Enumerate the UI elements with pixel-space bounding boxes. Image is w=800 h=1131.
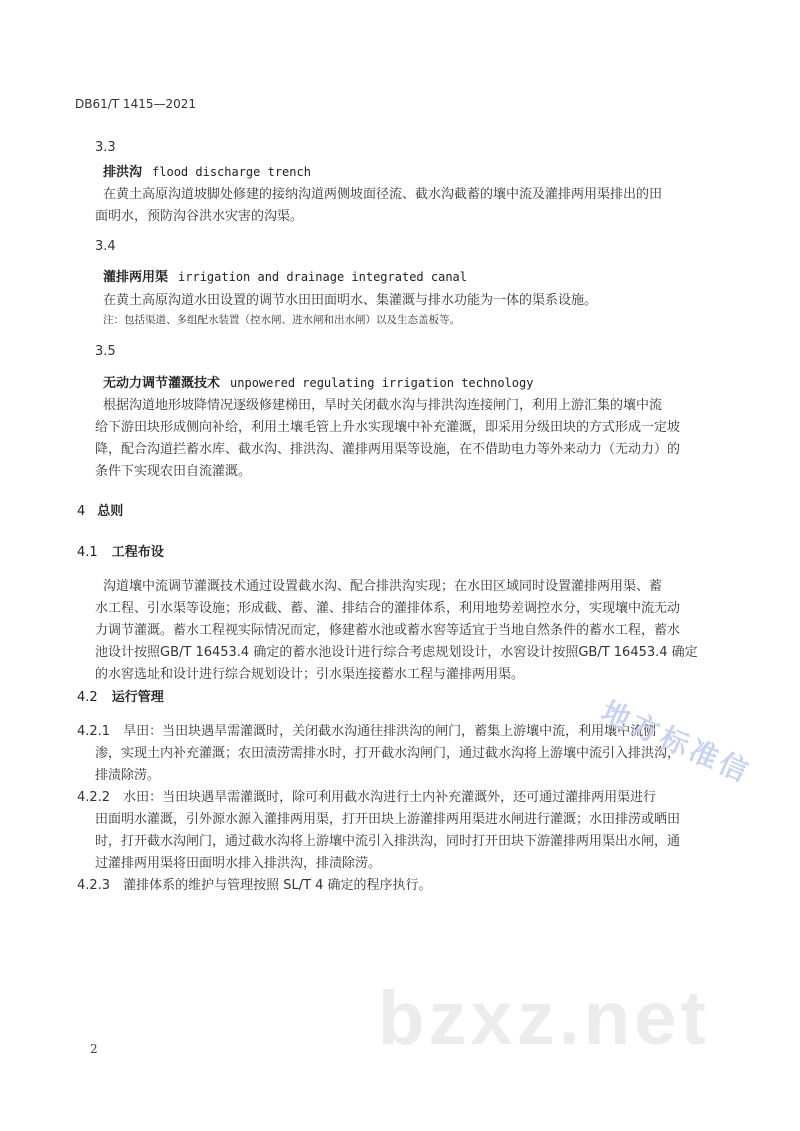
- term-definition-line: 根据沟道地形坡降情况逐级修建梯田，旱时关闭截水沟与排洪沟连接闸门，利用上游汇集的壤中流: [103, 398, 663, 413]
- term-zh: 无动力调节灌溉技术: [103, 376, 221, 391]
- section-title: 总则: [97, 504, 124, 519]
- clause-line: 4.2.3 灌排体系的维护与管理按照 SL/T 4 确定的程序执行。: [77, 878, 432, 893]
- watermark-site: bzxz.net: [378, 976, 710, 1061]
- clause-line: 过灌排两用渠将田面明水排入排洪沟，排渍除涝。: [95, 856, 382, 871]
- clause-line: 田面明水灌溉，引外源水源入灌排两用渠，打开田块上游灌排两用渠进水闸进行灌溉；水田排涝或晒田: [95, 812, 681, 827]
- subsection-number: 4.2: [77, 690, 98, 705]
- term-definition-line: 在黄土高原沟道坡脚处修建的接纳沟道两侧坡面径流、截水沟截蓄的壤中流及灌排两用渠排出的田: [103, 187, 663, 202]
- section-number: 4: [77, 504, 86, 519]
- term-definition-line: 降，配合沟道拦蓄水库、截水沟、排洪沟、灌排两用渠等设施，在不借助电力等外来动力（无动力）的: [95, 442, 681, 457]
- term-en: flood discharge trench: [152, 165, 311, 179]
- term-definition-line: 给下游田块形成侧向补给，利用土壤毛管上升水实现壤中补充灌溉，即采用分级田块的方式形成一定坡: [95, 420, 681, 435]
- term-definition-line: 面明水，预防沟谷洪水灾害的沟渠。: [95, 209, 304, 224]
- term-definition-line: 条件下实现农田自流灌溉。: [95, 464, 252, 479]
- clause-line: 时，打开截水沟闸门，通过截水沟将上游壤中流引入排洪沟，同时打开田块下游灌排两用渠出水闸，通: [95, 834, 681, 849]
- term-number: 3.5: [95, 344, 116, 359]
- paragraph-line: 水工程、引水渠等设施；形成截、蓄、灌、排结合的灌排体系，利用地势差调控水分，实现壤中流无动: [95, 601, 681, 616]
- subsection-title: 运行管理: [111, 690, 164, 705]
- page-number: 2: [90, 1042, 98, 1056]
- paragraph-line: 力调节灌溉。蓄水工程视实际情况而定，修建蓄水池或蓄水窖等适宜于当地自然条件的蓄水工程，蓄水: [95, 623, 681, 638]
- clause-line: 排渍除涝。: [95, 768, 161, 783]
- subsection-heading: [77, 686, 164, 705]
- term-title: [103, 372, 533, 391]
- document-id: DB61/T 1415—2021: [75, 97, 197, 111]
- clause-line: 4.2.1 旱田：当田块遇旱需灌溉时，关闭截水沟通往排洪沟的闸门，蓄集上游壤中流，利用壤中流侧: [77, 724, 657, 739]
- subsection-number: 4.1: [77, 545, 98, 560]
- term-zh: 排洪沟: [103, 165, 143, 180]
- watermark-chinese: 地方标准信: [596, 694, 757, 790]
- section-heading: [77, 500, 123, 519]
- term-title: [103, 266, 467, 285]
- clause-line: 4.2.2 水田：当田块遇旱需灌溉时，除可利用截水沟进行土内补充灌溉外，还可通过灌排两用渠进行: [77, 790, 657, 805]
- term-definition-line: 在黄土高原沟道水田设置的调节水田田面明水、集灌溉与排水功能为一体的渠系设施。: [103, 293, 598, 308]
- paragraph-line: 池设计按照GB/T 16453.4 确定的蓄水池设计进行综合考虑规划设计，水窖设计按照GB/T 16453.4 确定: [95, 645, 698, 660]
- term-note: 注：包括渠道、多组配水装置（控水闸、进水闸和出水闸）以及生态盖板等。: [103, 314, 460, 326]
- term-number: 3.4: [95, 239, 116, 254]
- term-en: irrigation and drainage integrated canal: [178, 270, 467, 284]
- term-en: unpowered regulating irrigation technology: [230, 376, 534, 390]
- paragraph-line: 沟道壤中流调节灌溉技术通过设置截水沟、配合排洪沟实现；在水田区域同时设置灌排两用渠、蓄: [103, 579, 663, 594]
- term-number: 3.3: [95, 140, 116, 155]
- clause-line: 渗，实现土内补充灌溉；农田渍涝需排水时，打开截水沟闸门，通过截水沟将上游壤中流引入排洪沟，: [95, 746, 681, 761]
- term-zh: 灌排两用渠: [103, 270, 169, 285]
- subsection-heading: [77, 541, 164, 560]
- term-title: [103, 161, 311, 180]
- paragraph-line: 的水窖选址和设计进行综合规划设计；引水渠连接蓄水工程与灌排两用渠。: [95, 667, 525, 682]
- subsection-title: 工程布设: [111, 545, 164, 560]
